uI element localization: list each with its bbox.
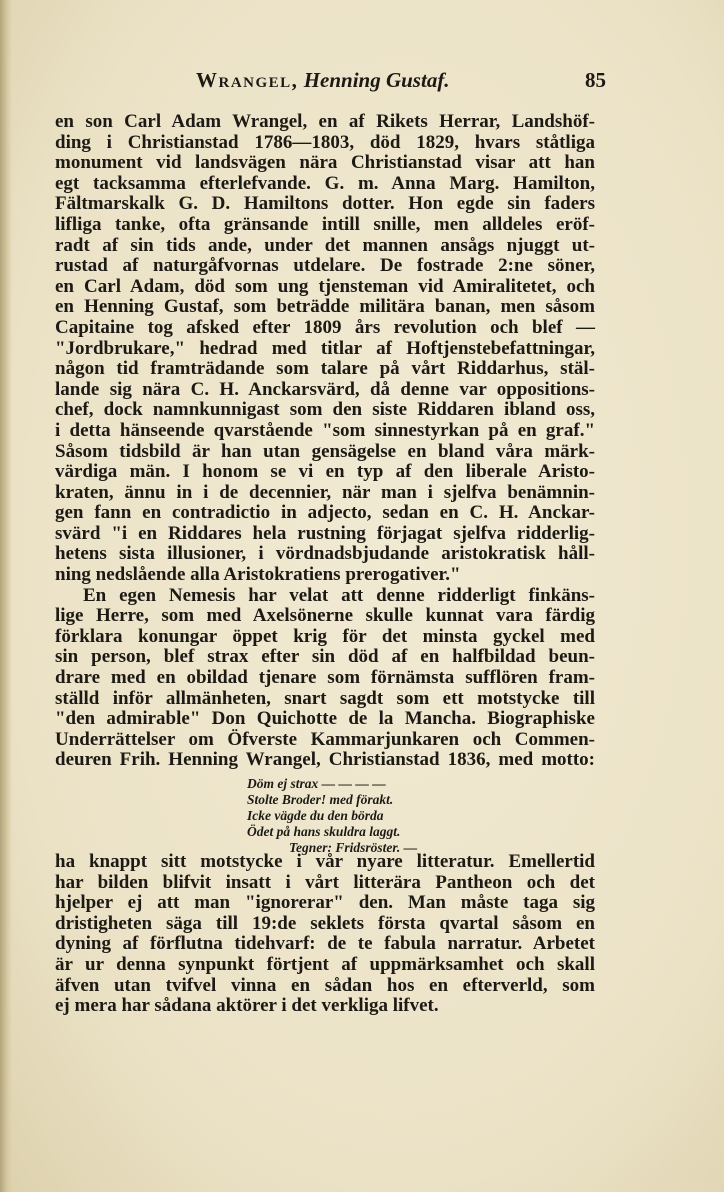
text-line: drare med en obildad tjenare som förnämsta sufflören fram- bbox=[55, 667, 595, 689]
paragraph-1 bbox=[55, 112, 595, 586]
text-line: Underrättelser om Öfverste Kammarjunkaren och Commen- bbox=[55, 728, 595, 750]
text-line: lifliga tanke, ofta gränsande intill snille, men alldeles eröf- bbox=[55, 213, 595, 235]
text-line: En egen Nemesis har velat att denne ridderligt finkäns- bbox=[83, 584, 595, 606]
motto-line: Stolte Broder! med förakt. bbox=[247, 792, 394, 807]
text-line: deuren Frih. Henning Wrangel, Christianstad 1836, med motto: bbox=[55, 749, 595, 771]
text-line: egt tacksamma efterlefvande. G. m. Anna Marg. Hamilton, bbox=[55, 172, 595, 194]
text-line: rustad af naturgåfvornas utdelare. De fostrade 2:ne söner, bbox=[55, 255, 595, 277]
text-line: svärd "i en Riddares hela rustning förjagat sjelfva ridderlig- bbox=[55, 522, 595, 544]
text-line: ställd inför allmänheten, snart sagdt som ett motstycke till bbox=[55, 687, 595, 709]
text-block-upper bbox=[55, 112, 595, 771]
motto-line: Döm ej strax — — — — bbox=[247, 776, 386, 791]
text-line: "Jordbrukare," hedrad med titlar af Hoftjenstebefattningar, bbox=[55, 337, 595, 359]
text-line: dristigheten säga till 19:de seklets första qvartal såsom en bbox=[55, 912, 595, 934]
running-header bbox=[196, 68, 606, 98]
motto-line: Ödet på hans skuldra laggt. bbox=[247, 824, 401, 839]
page-number: 85 bbox=[585, 68, 606, 92]
text-line: monument vid landsvägen nära Christianstad visar att han bbox=[55, 152, 595, 174]
header-given-names: Henning Gustaf. bbox=[303, 68, 450, 92]
text-line: Fältmarskalk G. D. Hamiltons dotter. Hon egde sin faders bbox=[55, 193, 595, 215]
text-line: värdiga män. I honom se vi en typ af den liberale Aristo- bbox=[55, 461, 595, 483]
text-line: i detta hänseende qvarstående "som sinnestyrkan på en graf." bbox=[55, 419, 595, 441]
text-line: gen fann en contradictio in adjecto, sedan en C. H. Anckar- bbox=[55, 502, 595, 524]
text-block-lower bbox=[55, 852, 595, 1017]
text-line: har bilden blifvit insatt i vårt litterära Pantheon och det bbox=[55, 871, 595, 893]
text-line: ha knappt sitt motstycke i vår nyare litteratur. Emellertid bbox=[55, 851, 595, 872]
text-line: är ur denna synpunkt förtjent af uppmärksamhet och skall bbox=[55, 953, 595, 975]
text-line: förklara konungar öppet krig för det minsta gyckel med bbox=[55, 625, 595, 647]
text-line: äfven utan tvifvel vinna en sådan hos en efterverld, som bbox=[55, 974, 595, 996]
text-line: radt af sin tids ande, under det mannen ansågs njuggt ut- bbox=[55, 234, 595, 256]
text-line: hetens sista illusioner, i vördnadsbjudande aristokratisk håll- bbox=[55, 543, 595, 565]
motto-line: Tegner: Fridsröster. — bbox=[289, 840, 418, 855]
text-line: hjelper ej att man "ignorerar" den. Man måste taga sig bbox=[55, 892, 595, 914]
page-binding-edge bbox=[0, 0, 12, 1192]
text-line: ej mera har sådana aktörer i det verkliga lifvet. bbox=[55, 995, 439, 1017]
text-line: Capitaine tog afsked efter 1809 års revolution och blef — bbox=[55, 316, 595, 338]
motto-line: Icke vägde du den börda bbox=[247, 808, 384, 823]
text-line: kraten, ännu in i de decennier, när man i sjelfva benämnin- bbox=[55, 481, 595, 503]
text-line: lande sig nära C. H. Anckarsvärd, då denne var oppositions- bbox=[55, 378, 595, 400]
text-line: någon tid framträdande som talare på vårt Riddarhus, stäl- bbox=[55, 358, 595, 380]
text-line: Såsom tidsbild är han utan gensägelse en bland våra märk- bbox=[55, 440, 595, 462]
text-line: en son Carl Adam Wrangel, en af Rikets Herrar, Landshöf- bbox=[55, 111, 595, 132]
text-line: ding i Christianstad 1786—1803, död 1829, hvars ståtliga bbox=[55, 131, 595, 153]
motto-verse bbox=[247, 776, 447, 856]
text-line: en Henning Gustaf, som beträdde militära banan, men såsom bbox=[55, 296, 595, 318]
text-line: en Carl Adam, död som ung tjensteman vid Amiralitetet, och bbox=[55, 275, 595, 297]
header-surname: Wrangel, bbox=[196, 68, 299, 92]
header-title bbox=[196, 68, 450, 93]
text-line: lige Herre, som med Axelsönerne skulle kunnat vara färdig bbox=[55, 605, 595, 627]
paragraph-2 bbox=[55, 586, 595, 771]
text-line: "den admirable" Don Quichotte de la Mancha. Biographiske bbox=[55, 708, 595, 730]
text-line: dyning af förflutna tidehvarf: de te fabula narratur. Arbetet bbox=[55, 933, 595, 955]
paragraph-3 bbox=[55, 852, 595, 1017]
text-line: chef, dock namnkunnigast som den siste Riddaren ibland oss, bbox=[55, 399, 595, 421]
text-line: ning nedslående alla Aristokratiens prerogativer." bbox=[55, 564, 461, 586]
text-line: sin person, blef strax efter sin död af en halfbildad beun- bbox=[55, 646, 595, 668]
